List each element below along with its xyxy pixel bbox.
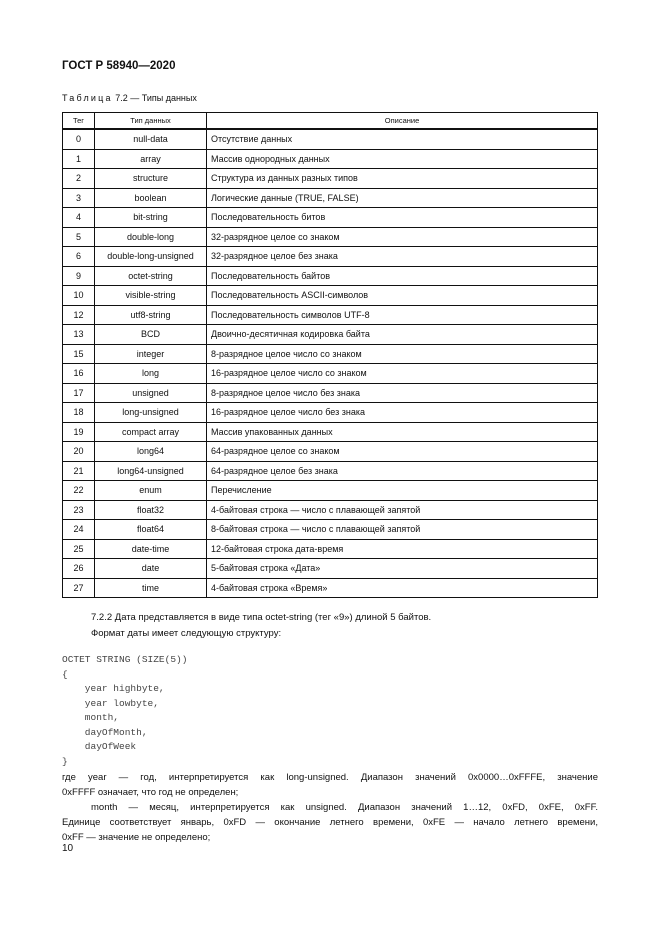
code-line: month,	[62, 712, 120, 723]
cell-description: Перечисление	[207, 481, 598, 501]
cell-tag: 22	[63, 481, 95, 501]
cell-tag: 27	[63, 578, 95, 598]
cell-description: Отсутствие данных	[207, 129, 598, 149]
table-row	[63, 442, 598, 462]
cell-type: utf8-string	[95, 305, 207, 325]
cell-description: 16-разрядное целое число без знака	[207, 403, 598, 423]
cell-description: Логические данные (TRUE, FALSE)	[207, 188, 598, 208]
section-paragraph-date: 7.2.2 Дата представляется в виде типа octet-string (тег «9») длиной 5 байтов.	[91, 612, 432, 623]
cell-description: Последовательность байтов	[207, 266, 598, 286]
cell-description: 4-байтовая строка «Время»	[207, 578, 598, 598]
cell-tag: 13	[63, 325, 95, 345]
table-row	[63, 325, 598, 345]
cell-tag: 19	[63, 422, 95, 442]
cell-tag: 15	[63, 344, 95, 364]
data-types-table	[62, 112, 598, 598]
table-row	[63, 364, 598, 384]
cell-tag: 17	[63, 383, 95, 403]
table-body	[63, 129, 598, 598]
cell-description: 12-байтовая строка дата-время	[207, 539, 598, 559]
cell-type: bit-string	[95, 208, 207, 228]
cell-description: 64-разрядное целое без знака	[207, 461, 598, 481]
table-row	[63, 129, 598, 149]
code-line: year lowbyte,	[62, 697, 159, 709]
cell-type: float32	[95, 500, 207, 520]
cell-tag: 4	[63, 208, 95, 228]
table-row	[63, 578, 598, 598]
cell-tag: 2	[63, 169, 95, 189]
table-row	[63, 188, 598, 208]
cell-tag: 16	[63, 364, 95, 384]
table-caption-word: Таблица	[62, 93, 113, 103]
code-line: {	[62, 668, 68, 680]
cell-tag: 26	[63, 559, 95, 579]
column-header-tag: Тег	[63, 113, 95, 130]
cell-type: date	[95, 559, 207, 579]
table-row	[63, 383, 598, 403]
table-row	[63, 500, 598, 520]
cell-type: long64-unsigned	[95, 461, 207, 481]
cell-type: float64	[95, 520, 207, 540]
code-line: OCTET STRING (SIZE(5))	[62, 654, 188, 665]
cell-tag: 0	[63, 129, 95, 149]
section-paragraph-format: Формат даты имеет следующую структуру:	[91, 628, 282, 639]
cell-type: long	[95, 364, 207, 384]
table-row	[63, 266, 598, 286]
cell-type: octet-string	[95, 266, 207, 286]
cell-type: null-data	[95, 129, 207, 149]
cell-tag: 9	[63, 266, 95, 286]
column-header-type: Тип данных	[95, 113, 207, 130]
cell-description: Структура из данных разных типов	[207, 169, 598, 189]
definition-year-line2: 0xFFFF означает, что год не определен;	[62, 787, 239, 798]
cell-tag: 6	[63, 247, 95, 267]
table-row	[63, 208, 598, 228]
cell-type: double-long-unsigned	[95, 247, 207, 267]
table-row	[63, 286, 598, 306]
cell-description: 4-байтовая строка — число с плавающей запятой	[207, 500, 598, 520]
cell-type: unsigned	[95, 383, 207, 403]
cell-type: long-unsigned	[95, 403, 207, 423]
table-row	[63, 247, 598, 267]
cell-type: long64	[95, 442, 207, 462]
cell-description: 64-разрядное целое со знаком	[207, 442, 598, 462]
cell-description: 16-разрядное целое число со знаком	[207, 364, 598, 384]
cell-tag: 25	[63, 539, 95, 559]
page-number: 10	[62, 843, 74, 854]
cell-description: Последовательность битов	[207, 208, 598, 228]
document-header: ГОСТ Р 58940—2020	[62, 60, 176, 72]
table-row	[63, 344, 598, 364]
cell-tag: 12	[63, 305, 95, 325]
table-row	[63, 539, 598, 559]
cell-description: 32-разрядное целое без знака	[207, 247, 598, 267]
cell-description: 8-разрядное целое число со знаком	[207, 344, 598, 364]
cell-type: BCD	[95, 325, 207, 345]
code-line: }	[62, 755, 68, 767]
table-row	[63, 169, 598, 189]
table-row	[63, 520, 598, 540]
cell-description: 8-байтовая строка — число с плавающей запятой	[207, 520, 598, 540]
table-row	[63, 559, 598, 579]
cell-type: array	[95, 149, 207, 169]
cell-description: 32-разрядное целое со знаком	[207, 227, 598, 247]
code-line: dayOfMonth,	[62, 726, 148, 738]
cell-description: 8-разрядное целое число без знака	[207, 383, 598, 403]
cell-type: time	[95, 578, 207, 598]
cell-type: double-long	[95, 227, 207, 247]
cell-description: Последовательность символов UTF-8	[207, 305, 598, 325]
cell-tag: 3	[63, 188, 95, 208]
cell-tag: 1	[63, 149, 95, 169]
definition-month-line2: Единице соответствует январь, 0xFD — окончание летнего времени, 0xFE — начало летнего времени,	[62, 817, 598, 828]
table-header-row	[63, 113, 598, 130]
cell-tag: 21	[63, 461, 95, 481]
cell-tag: 10	[63, 286, 95, 306]
cell-type: integer	[95, 344, 207, 364]
table-row	[63, 403, 598, 423]
table-row	[63, 422, 598, 442]
cell-tag: 5	[63, 227, 95, 247]
table-row	[63, 305, 598, 325]
cell-type: structure	[95, 169, 207, 189]
table-row	[63, 461, 598, 481]
table-row	[63, 481, 598, 501]
cell-type: visible-string	[95, 286, 207, 306]
table-caption-title: 7.2 — Типы данных	[112, 93, 197, 103]
cell-description: 5-байтовая строка «Дата»	[207, 559, 598, 579]
table-caption	[62, 93, 197, 103]
cell-tag: 20	[63, 442, 95, 462]
code-line: dayOfWeek	[62, 741, 137, 752]
code-block	[62, 653, 187, 769]
cell-tag: 24	[63, 520, 95, 540]
cell-type: date-time	[95, 539, 207, 559]
cell-type: enum	[95, 481, 207, 501]
cell-description: Массив однородных данных	[207, 149, 598, 169]
cell-tag: 18	[63, 403, 95, 423]
table-row	[63, 227, 598, 247]
cell-description: Массив упакованных данных	[207, 422, 598, 442]
definition-year-line1: где year — год, интерпретируется как long-unsigned. Диапазон значений 0x0000…0xFFFE, значение	[62, 772, 598, 783]
definition-month-line3: 0xFF — значение не определено;	[62, 832, 211, 843]
cell-type: compact array	[95, 422, 207, 442]
cell-tag: 23	[63, 500, 95, 520]
definition-month-line1: month — месяц, интерпретируется как unsigned. Диапазон значений 1…12, 0xFD, 0xFE, 0xFF.	[91, 802, 598, 813]
code-line: year highbyte,	[62, 683, 165, 694]
table-row	[63, 149, 598, 169]
cell-description: Двоично-десятичная кодировка байта	[207, 325, 598, 345]
column-header-description: Описание	[207, 113, 598, 130]
cell-type: boolean	[95, 188, 207, 208]
cell-description: Последовательность ASCII-символов	[207, 286, 598, 306]
